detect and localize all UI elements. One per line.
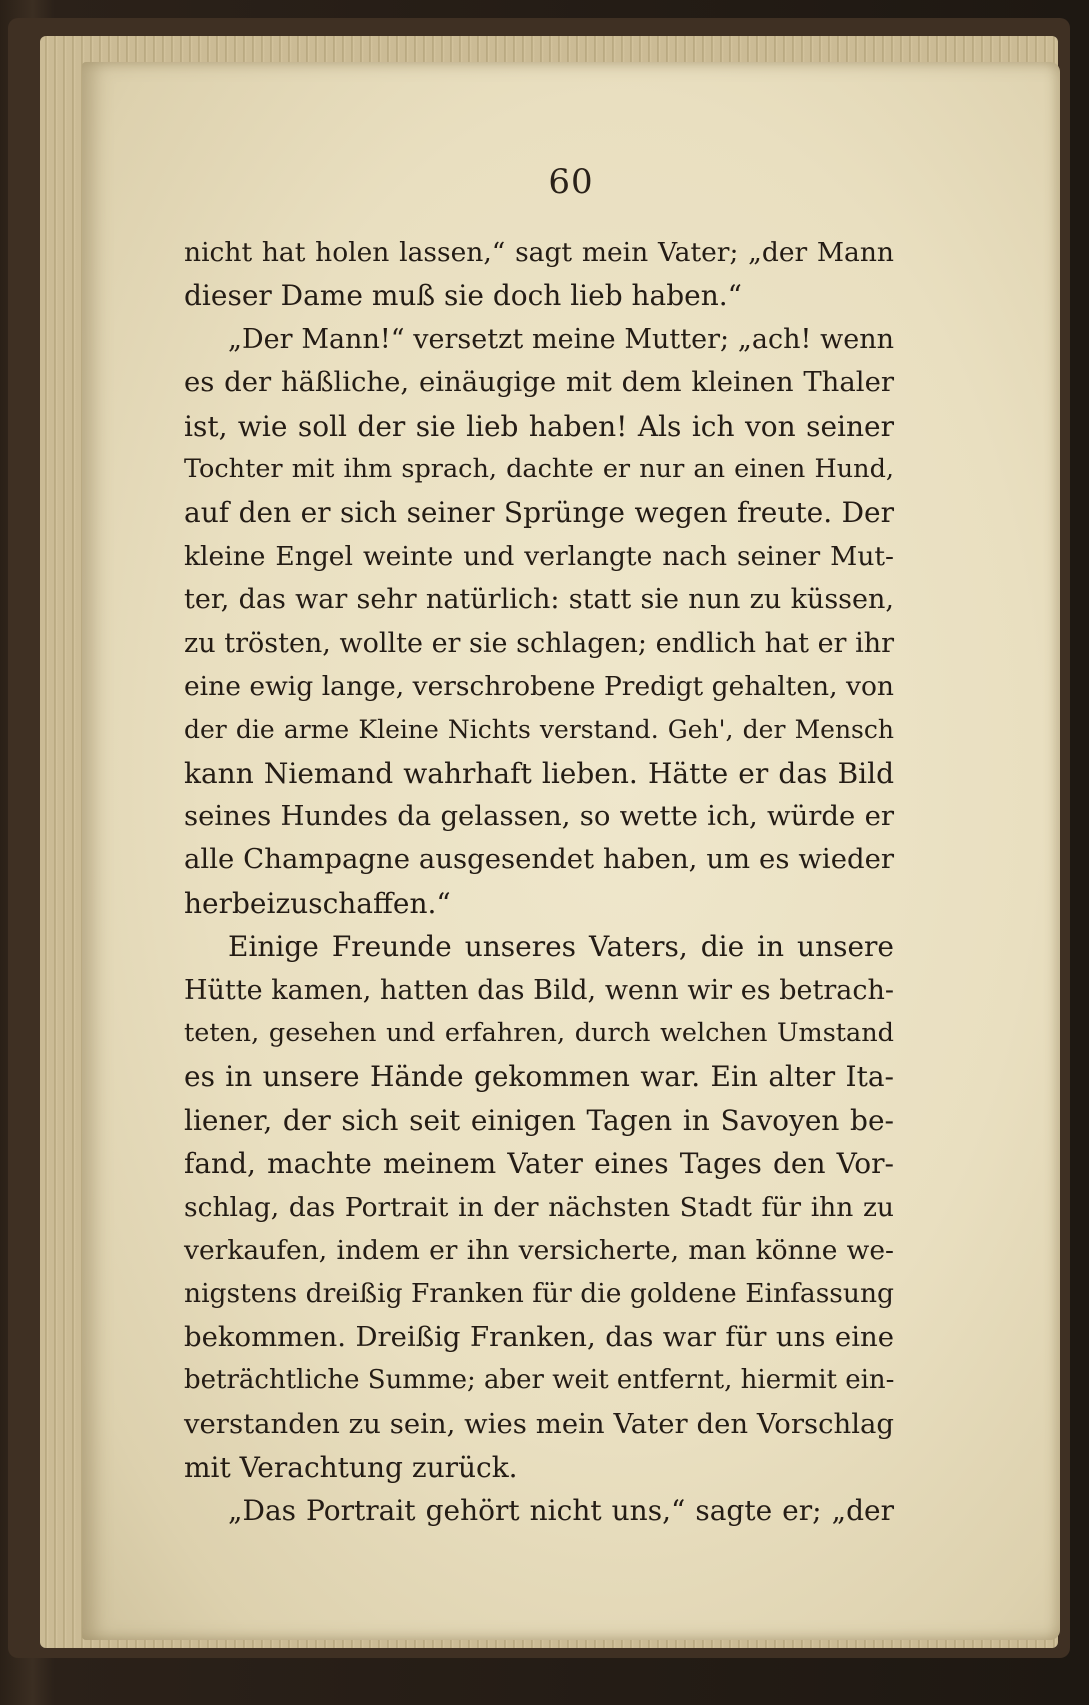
text-line: ter, das war sehr natürlich: statt sie nun zu küssen, (184, 584, 894, 616)
text-line: Hütte kamen, hatten das Bild, wenn wir es betrach- (184, 974, 894, 1006)
text-line: auf den er sich seiner Sprünge wegen freute. Der (184, 496, 894, 530)
text-line: teten, gesehen und erfahren, durch welchen Umstand (184, 1018, 894, 1049)
text-line: es der häßliche, einäugige mit dem kleinen Thaler (184, 366, 894, 399)
text-line: schlag, das Portrait in der nächsten Stadt für ihn zu (184, 1191, 894, 1223)
text-line: kann Niemand wahrhaft lieben. Hätte er das Bild (184, 756, 894, 790)
text-line: „Das Portrait gehört nicht uns,“ sagte er; „der (228, 1494, 894, 1528)
text-line: dieser Dame muß sie doch lieb haben.“ (184, 279, 742, 313)
text-line: bekommen. Dreißig Franken, das war für uns eine (184, 1320, 894, 1353)
text-line: mit Verachtung zurück. (184, 1450, 518, 1484)
text-line: es in unsere Hände gekommen war. Ein alter Ita- (184, 1060, 894, 1094)
text-line: eine ewig lange, verschrobene Predigt gehalten, von (184, 670, 894, 702)
text-line: Einige Freunde unseres Vaters, die in unsere (228, 930, 894, 964)
text-line: liener, der sich seit einigen Tagen in Savoyen be- (184, 1103, 894, 1137)
text-line: kleine Engel weinte und verlangte nach seiner Mut- (184, 540, 894, 572)
text-line: nicht hat holen lassen,“ sagt mein Vater; „der Mann (184, 237, 894, 268)
text-line: „Der Mann!“ versetzt meine Mutter; „ach! wenn (228, 323, 894, 355)
text-line: alle Champagne ausgesendet haben, um es wieder (184, 843, 894, 876)
text-line: seines Hundes da gelassen, so wette ich, würde er (184, 800, 894, 833)
text-line: zu trösten, wollte er sie schlagen; endlich hat er ihr (184, 627, 894, 659)
text-line: Tochter mit ihm sprach, dachte er nur an einen Hund, (184, 453, 894, 484)
text-line: herbeizuschaffen.“ (184, 886, 451, 920)
text-line: verstanden zu sein, wies mein Vater den Vorschlag (184, 1407, 894, 1440)
text-line: ist, wie soll der sie lieb haben! Als ich von seiner (184, 409, 894, 443)
text-line: fand, machte meinem Vater eines Tages den Vor- (184, 1147, 894, 1181)
text-line: der die arme Kleine Nichts verstand. Geh', der Mensch (184, 715, 894, 745)
text-line: verkaufen, indem er ihn versicherte, man könne we- (184, 1234, 894, 1266)
body-text (184, 231, 894, 1533)
text-line: nigstens dreißig Franken für die goldene Einfassung (184, 1278, 894, 1310)
text-line: beträchtliche Summe; aber weit entfernt, hiermit ein- (184, 1365, 895, 1396)
page-number: 60 (548, 162, 594, 202)
